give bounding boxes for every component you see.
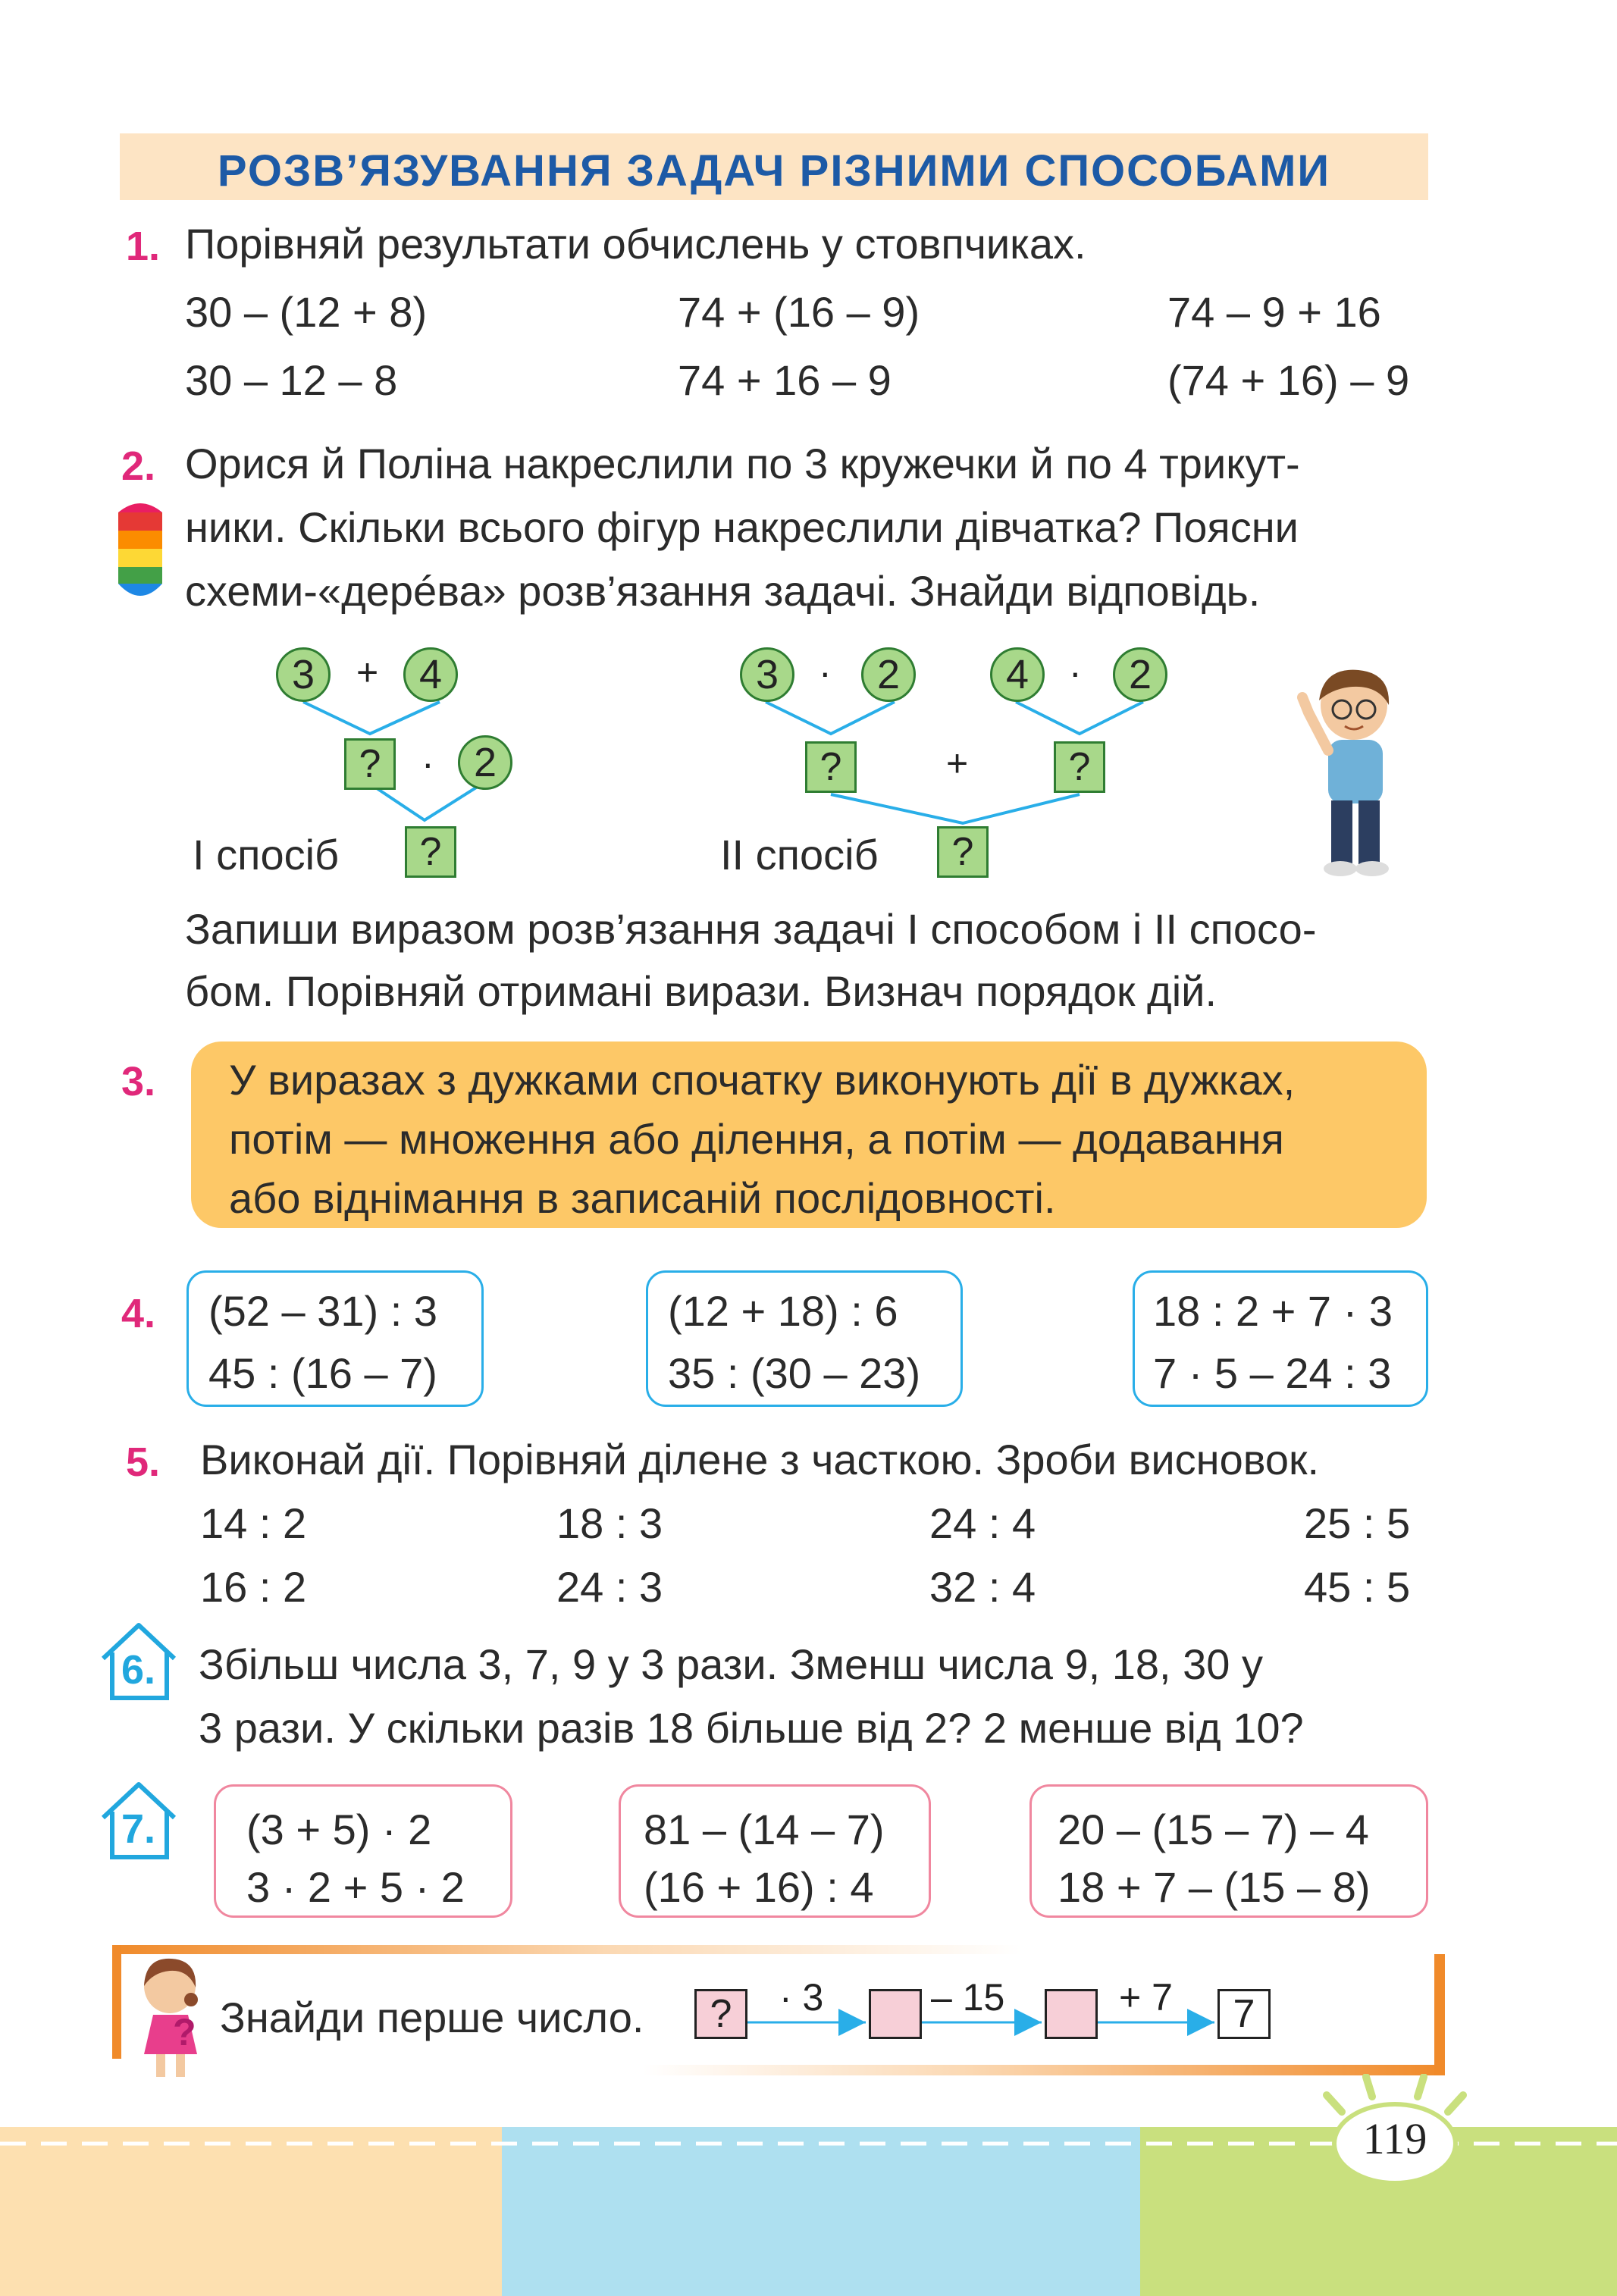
task-5-expr: 32 : 4	[929, 1563, 1036, 1611]
task-2-line: ники. Скільки всього фігур накреслили дівчатка? Поясни	[185, 503, 1299, 551]
task-5-number: 5.	[126, 1439, 161, 1485]
task-7-expr: 20 – (15 – 7) – 4	[1058, 1806, 1369, 1853]
task-4-number: 4.	[121, 1291, 156, 1336]
task-1-expr: (74 + 16) – 9	[1167, 356, 1410, 404]
task-7-expr: 81 – (14 – 7)	[644, 1806, 885, 1853]
task-2-line: схеми-«дерéва» розв’язання задачі. Знайди відповідь.	[185, 567, 1261, 615]
tree1-circle-b: 4	[403, 647, 458, 702]
task-2-after-line: Запиши виразом розв’язання задачі І способом і ІІ спосо-	[185, 905, 1317, 953]
page-title: РОЗВ’ЯЗУВАННЯ ЗАДАЧ РІЗНИМИ СПОСОБАМИ	[217, 146, 1331, 196]
tree1-circle-a: 3	[276, 647, 331, 702]
tree2-circle-b: 2	[861, 647, 916, 702]
task-5-expr: 18 : 3	[556, 1499, 663, 1547]
tree2-square-result: ?	[937, 826, 989, 878]
tree1-square-mid: ?	[344, 738, 396, 790]
task-4-expr: 7 · 5 – 24 : 3	[1153, 1349, 1392, 1397]
tree2-circle-d: 2	[1113, 647, 1167, 702]
task-5-expr: 14 : 2	[200, 1499, 307, 1547]
chain-text: Знайди перше число.	[220, 1994, 644, 2041]
task-7-expr: 3 · 2 + 5 · 2	[246, 1863, 465, 1911]
tree1-op-plus: +	[356, 651, 379, 694]
tree2-op-mult: ·	[819, 651, 832, 694]
tree1-circle-c: 2	[458, 735, 512, 790]
task-7-number: 7.	[121, 1806, 156, 1852]
task-3-number: 3.	[121, 1059, 156, 1104]
rule-line: У виразах з дужками спочатку виконують дії в дужках,	[229, 1056, 1296, 1104]
task-5-expr: 45 : 5	[1304, 1563, 1411, 1611]
chain-start-box: ?	[694, 1989, 747, 2039]
tree2-square-left: ?	[805, 741, 857, 793]
task-2-number: 2.	[121, 443, 156, 489]
page-number: 119	[1362, 2114, 1427, 2163]
task-1-text: Порівняй результати обчислень у стовпчиках.	[185, 220, 1086, 268]
svg-text:?: ?	[173, 2011, 196, 2053]
task-2-after-line: бом. Порівняй отримані вирази. Визнач порядок дій.	[185, 967, 1217, 1015]
task-1-expr: 30 – 12 – 8	[185, 356, 398, 404]
tree1-op-mult: ·	[421, 742, 434, 785]
chain-end-box: 7	[1217, 1989, 1271, 2039]
task-1-expr: 74 – 9 + 16	[1167, 288, 1381, 336]
task-5-expr: 24 : 3	[556, 1563, 663, 1611]
tree2-square-right: ?	[1054, 741, 1105, 793]
task-7-expr: 18 + 7 – (15 – 8)	[1058, 1863, 1371, 1911]
task-1-expr: 74 + (16 – 9)	[678, 288, 920, 336]
tree1-label: І спосіб	[193, 831, 340, 879]
task-6-line: 3 рази. У скільки разів 18 більше від 2? 2 менше від 10?	[199, 1704, 1304, 1752]
rule-line: або віднімання в записаній послідовності.	[229, 1174, 1056, 1222]
rule-line: потім — множення або ділення, а потім — додавання	[229, 1115, 1284, 1163]
tree2-circle-c: 4	[990, 647, 1045, 702]
task-4-expr: 18 : 2 + 7 · 3	[1153, 1287, 1393, 1335]
tree2-label: ІІ спосіб	[720, 831, 879, 879]
tree2-circle-a: 3	[740, 647, 794, 702]
tree1-square-result: ?	[405, 826, 456, 878]
tree2-op-mult: ·	[1069, 651, 1082, 694]
tree2-op-plus: +	[946, 742, 969, 785]
task-4-expr: 35 : (30 – 23)	[668, 1349, 921, 1397]
task-7-expr: (3 + 5) · 2	[246, 1806, 432, 1853]
task-5-expr: 25 : 5	[1304, 1499, 1411, 1547]
task-4-expr: (52 – 31) : 3	[208, 1287, 437, 1335]
chain-op-2: – 15	[931, 1976, 1005, 2019]
task-4-expr: (12 + 18) : 6	[668, 1287, 898, 1335]
task-6-line: Збільш числа 3, 7, 9 у 3 рази. Зменш числа 9, 18, 30 у	[199, 1640, 1263, 1688]
task-5-text: Виконай дії. Порівняй ділене з часткою. Зроби висновок.	[200, 1436, 1320, 1483]
task-7-expr: (16 + 16) : 4	[644, 1863, 874, 1911]
task-5-expr: 16 : 2	[200, 1563, 307, 1611]
chain-op-3: + 7	[1119, 1976, 1173, 2019]
task-1-expr: 30 – (12 + 8)	[185, 288, 428, 336]
task-4-expr: 45 : (16 – 7)	[208, 1349, 437, 1397]
task-2-line: Орися й Поліна накреслили по 3 кружечки й по 4 трикут-	[185, 440, 1300, 487]
task-5-expr: 24 : 4	[929, 1499, 1036, 1547]
task-1-number: 1.	[126, 224, 161, 269]
task-1-expr: 74 + 16 – 9	[678, 356, 892, 404]
task-6-number: 6.	[121, 1647, 156, 1693]
chain-op-1: · 3	[779, 1976, 824, 2019]
